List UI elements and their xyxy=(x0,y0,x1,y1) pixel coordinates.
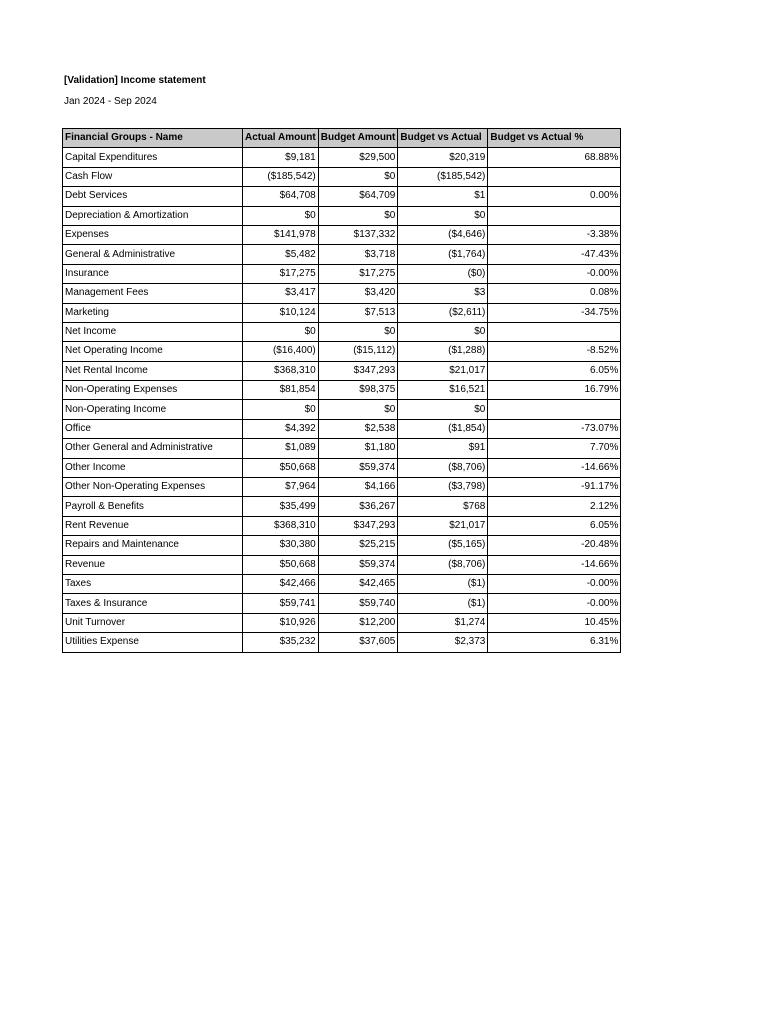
table-row xyxy=(63,264,621,283)
cell-budget-vs-actual-pct: 10.45% xyxy=(488,613,621,632)
cell-name: Revenue xyxy=(63,555,243,574)
cell-budget-amount: $36,267 xyxy=(318,497,398,516)
cell-actual-amount: $368,310 xyxy=(243,516,319,535)
cell-budget-vs-actual: ($1) xyxy=(398,594,488,613)
cell-budget-amount: $347,293 xyxy=(318,516,398,535)
cell-name: Payroll & Benefits xyxy=(63,497,243,516)
cell-budget-amount: $1,180 xyxy=(318,439,398,458)
table-row xyxy=(63,497,621,516)
cell-name: Insurance xyxy=(63,264,243,283)
header-budget-vs-actual: Budget vs Actual xyxy=(398,129,488,148)
table-row xyxy=(63,555,621,574)
cell-actual-amount: ($16,400) xyxy=(243,342,319,361)
cell-budget-vs-actual-pct xyxy=(488,322,621,341)
table-row xyxy=(63,400,621,419)
cell-name: Net Rental Income xyxy=(63,361,243,380)
cell-budget-amount: $17,275 xyxy=(318,264,398,283)
cell-budget-vs-actual-pct: -0.00% xyxy=(488,264,621,283)
cell-budget-vs-actual: ($8,706) xyxy=(398,458,488,477)
cell-budget-vs-actual-pct: -14.66% xyxy=(488,458,621,477)
cell-budget-amount: $59,374 xyxy=(318,555,398,574)
table-row xyxy=(63,206,621,225)
cell-budget-amount: $0 xyxy=(318,206,398,225)
cell-actual-amount: $141,978 xyxy=(243,225,319,244)
cell-budget-vs-actual: ($1) xyxy=(398,574,488,593)
cell-name: Net Operating Income xyxy=(63,342,243,361)
cell-actual-amount: $9,181 xyxy=(243,148,319,167)
cell-name: Repairs and Maintenance xyxy=(63,536,243,555)
cell-name: Management Fees xyxy=(63,284,243,303)
cell-actual-amount: $5,482 xyxy=(243,245,319,264)
cell-actual-amount: $7,964 xyxy=(243,478,319,497)
cell-actual-amount: $35,232 xyxy=(243,633,319,652)
cell-budget-amount: $29,500 xyxy=(318,148,398,167)
cell-budget-vs-actual: ($1,288) xyxy=(398,342,488,361)
cell-name: Debt Services xyxy=(63,187,243,206)
cell-name: Net Income xyxy=(63,322,243,341)
cell-actual-amount: $4,392 xyxy=(243,419,319,438)
cell-budget-vs-actual: $0 xyxy=(398,400,488,419)
cell-budget-vs-actual-pct: 68.88% xyxy=(488,148,621,167)
cell-budget-vs-actual-pct: 6.05% xyxy=(488,361,621,380)
cell-budget-vs-actual-pct: -91.17% xyxy=(488,478,621,497)
cell-actual-amount: $10,926 xyxy=(243,613,319,632)
cell-budget-vs-actual: $0 xyxy=(398,322,488,341)
cell-budget-amount: $2,538 xyxy=(318,419,398,438)
cell-budget-vs-actual: $0 xyxy=(398,206,488,225)
cell-budget-vs-actual-pct xyxy=(488,206,621,225)
cell-budget-vs-actual-pct: 2.12% xyxy=(488,497,621,516)
cell-budget-amount: $12,200 xyxy=(318,613,398,632)
cell-budget-amount: $98,375 xyxy=(318,381,398,400)
cell-budget-amount: $59,374 xyxy=(318,458,398,477)
cell-budget-vs-actual: ($1,854) xyxy=(398,419,488,438)
cell-budget-amount: $3,718 xyxy=(318,245,398,264)
cell-actual-amount: $50,668 xyxy=(243,555,319,574)
cell-actual-amount: $1,089 xyxy=(243,439,319,458)
cell-budget-vs-actual: ($1,764) xyxy=(398,245,488,264)
cell-actual-amount: $42,466 xyxy=(243,574,319,593)
table-row xyxy=(63,594,621,613)
cell-budget-vs-actual-pct: -0.00% xyxy=(488,574,621,593)
cell-actual-amount: $30,380 xyxy=(243,536,319,555)
cell-budget-amount: $0 xyxy=(318,322,398,341)
table-row xyxy=(63,633,621,652)
table-row xyxy=(63,381,621,400)
header-actual-amount: Actual Amount xyxy=(243,129,319,148)
table-row xyxy=(63,574,621,593)
cell-budget-vs-actual: ($8,706) xyxy=(398,555,488,574)
cell-name: Unit Turnover xyxy=(63,613,243,632)
cell-name: Non-Operating Expenses xyxy=(63,381,243,400)
cell-actual-amount: $59,741 xyxy=(243,594,319,613)
cell-name: Rent Revenue xyxy=(63,516,243,535)
cell-budget-vs-actual-pct: -34.75% xyxy=(488,303,621,322)
cell-actual-amount: $0 xyxy=(243,400,319,419)
table-row xyxy=(63,303,621,322)
cell-actual-amount: $17,275 xyxy=(243,264,319,283)
cell-budget-vs-actual-pct: -73.07% xyxy=(488,419,621,438)
cell-budget-vs-actual-pct: 0.00% xyxy=(488,187,621,206)
cell-budget-vs-actual-pct: 7.70% xyxy=(488,439,621,458)
cell-budget-amount: $347,293 xyxy=(318,361,398,380)
cell-budget-amount: $7,513 xyxy=(318,303,398,322)
cell-budget-vs-actual-pct: -14.66% xyxy=(488,555,621,574)
cell-name: Office xyxy=(63,419,243,438)
table-row xyxy=(63,536,621,555)
cell-name: Other General and Administrative xyxy=(63,439,243,458)
cell-budget-vs-actual: $2,373 xyxy=(398,633,488,652)
cell-actual-amount: $3,417 xyxy=(243,284,319,303)
cell-name: Capital Expenditures xyxy=(63,148,243,167)
table-row xyxy=(63,478,621,497)
cell-budget-amount: $4,166 xyxy=(318,478,398,497)
cell-actual-amount: $50,668 xyxy=(243,458,319,477)
cell-budget-vs-actual-pct: -20.48% xyxy=(488,536,621,555)
cell-name: Taxes & Insurance xyxy=(63,594,243,613)
table-row xyxy=(63,187,621,206)
cell-name: Marketing xyxy=(63,303,243,322)
cell-budget-amount: $59,740 xyxy=(318,594,398,613)
cell-budget-vs-actual: ($3,798) xyxy=(398,478,488,497)
cell-budget-vs-actual: ($5,165) xyxy=(398,536,488,555)
table-row xyxy=(63,419,621,438)
cell-name: General & Administrative xyxy=(63,245,243,264)
cell-actual-amount: $35,499 xyxy=(243,497,319,516)
cell-budget-vs-actual: $1,274 xyxy=(398,613,488,632)
table-row xyxy=(63,458,621,477)
table-body xyxy=(63,148,621,652)
cell-budget-amount: $3,420 xyxy=(318,284,398,303)
cell-budget-vs-actual: $21,017 xyxy=(398,361,488,380)
cell-name: Expenses xyxy=(63,225,243,244)
cell-budget-vs-actual: $20,319 xyxy=(398,148,488,167)
cell-actual-amount: $10,124 xyxy=(243,303,319,322)
table-row xyxy=(63,245,621,264)
cell-actual-amount: $0 xyxy=(243,322,319,341)
cell-budget-vs-actual-pct: -3.38% xyxy=(488,225,621,244)
cell-budget-amount: $42,465 xyxy=(318,574,398,593)
cell-budget-vs-actual-pct: 6.31% xyxy=(488,633,621,652)
cell-budget-amount: ($15,112) xyxy=(318,342,398,361)
cell-budget-vs-actual: ($185,542) xyxy=(398,167,488,186)
table-row xyxy=(63,284,621,303)
cell-name: Other Income xyxy=(63,458,243,477)
cell-budget-amount: $64,709 xyxy=(318,187,398,206)
table-row xyxy=(63,322,621,341)
cell-budget-amount: $25,215 xyxy=(318,536,398,555)
cell-budget-vs-actual: $3 xyxy=(398,284,488,303)
cell-budget-vs-actual-pct: -8.52% xyxy=(488,342,621,361)
cell-budget-vs-actual: ($0) xyxy=(398,264,488,283)
cell-budget-vs-actual-pct: 6.05% xyxy=(488,516,621,535)
header-budget-vs-actual-pct: Budget vs Actual % xyxy=(488,129,621,148)
cell-budget-vs-actual-pct: 16.79% xyxy=(488,381,621,400)
cell-name: Depreciation & Amortization xyxy=(63,206,243,225)
table-row xyxy=(63,225,621,244)
cell-budget-vs-actual: $1 xyxy=(398,187,488,206)
cell-actual-amount: $81,854 xyxy=(243,381,319,400)
cell-name: Other Non-Operating Expenses xyxy=(63,478,243,497)
table-row xyxy=(63,361,621,380)
cell-name: Cash Flow xyxy=(63,167,243,186)
cell-budget-vs-actual: $16,521 xyxy=(398,381,488,400)
table-row xyxy=(63,148,621,167)
cell-actual-amount: $368,310 xyxy=(243,361,319,380)
cell-budget-vs-actual: $91 xyxy=(398,439,488,458)
cell-actual-amount: $64,708 xyxy=(243,187,319,206)
report-title: [Validation] Income statement xyxy=(64,75,206,86)
table-row xyxy=(63,439,621,458)
cell-name: Utilities Expense xyxy=(63,633,243,652)
cell-budget-amount: $0 xyxy=(318,400,398,419)
cell-budget-vs-actual: $768 xyxy=(398,497,488,516)
cell-budget-vs-actual: ($4,646) xyxy=(398,225,488,244)
cell-budget-amount: $0 xyxy=(318,167,398,186)
cell-budget-vs-actual: $21,017 xyxy=(398,516,488,535)
cell-budget-amount: $37,605 xyxy=(318,633,398,652)
table-row xyxy=(63,613,621,632)
report-date-range: Jan 2024 - Sep 2024 xyxy=(64,96,157,107)
income-statement-table xyxy=(62,128,621,653)
cell-budget-vs-actual-pct xyxy=(488,167,621,186)
cell-budget-vs-actual: ($2,611) xyxy=(398,303,488,322)
header-financial-group: Financial Groups - Name xyxy=(63,129,243,148)
table-row xyxy=(63,342,621,361)
cell-budget-amount: $137,332 xyxy=(318,225,398,244)
header-budget-amount: Budget Amount xyxy=(318,129,398,148)
table-row xyxy=(63,167,621,186)
table-row xyxy=(63,516,621,535)
cell-name: Non-Operating Income xyxy=(63,400,243,419)
cell-name: Taxes xyxy=(63,574,243,593)
cell-actual-amount: $0 xyxy=(243,206,319,225)
table-header-row xyxy=(63,129,621,148)
cell-budget-vs-actual-pct: -0.00% xyxy=(488,594,621,613)
cell-budget-vs-actual-pct: 0.08% xyxy=(488,284,621,303)
cell-budget-vs-actual-pct: -47.43% xyxy=(488,245,621,264)
cell-budget-vs-actual-pct xyxy=(488,400,621,419)
cell-actual-amount: ($185,542) xyxy=(243,167,319,186)
